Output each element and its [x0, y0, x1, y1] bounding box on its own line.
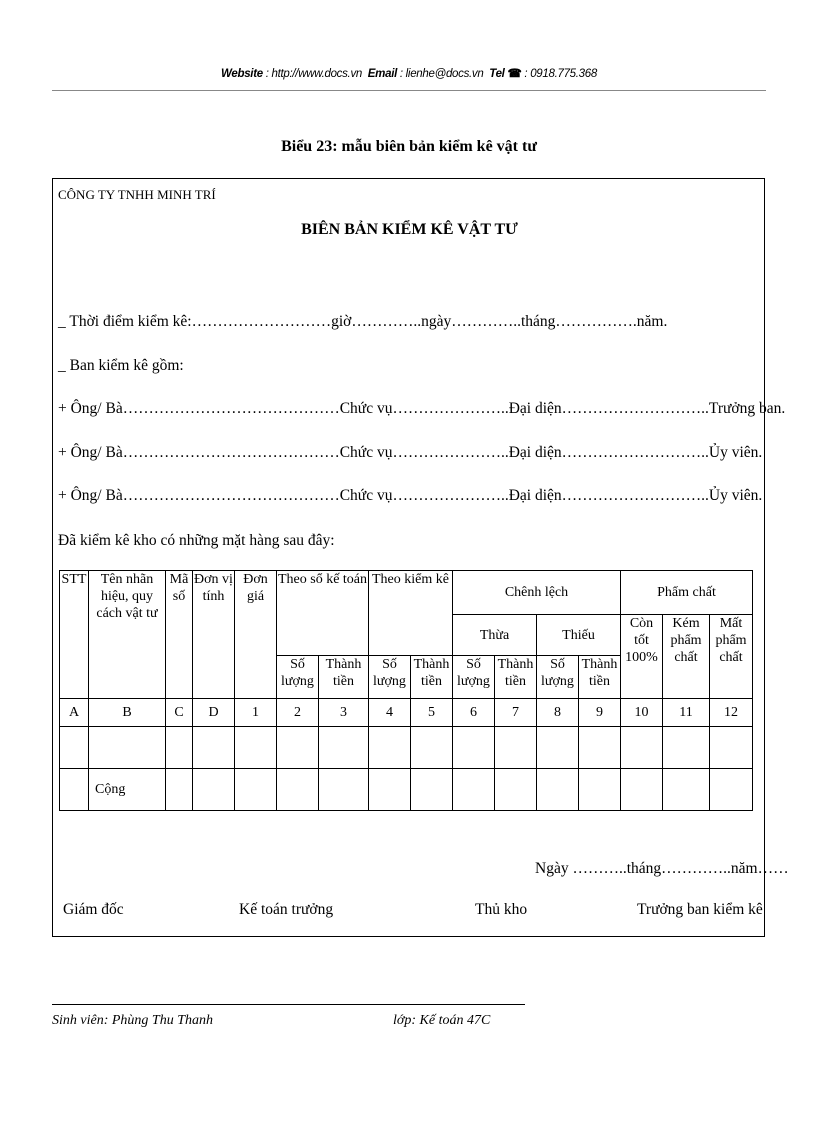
inventory-form	[52, 178, 789, 937]
header-amount: Thành tiền	[319, 656, 369, 699]
empty-row	[60, 727, 753, 769]
header-stt: STT	[60, 571, 89, 699]
index-cell: 12	[710, 699, 753, 727]
member-line: + Ông/ Bà……………………………………Chức vụ…………………..Đại diện………………………..Ủy viên.	[58, 487, 763, 504]
website-label: Website	[221, 68, 263, 80]
tel-value: : 0918.775.368	[524, 68, 597, 80]
index-cell: D	[193, 699, 235, 727]
tel-label: Tel	[489, 68, 505, 80]
index-cell: 11	[663, 699, 710, 727]
header-unit: Đơn vị tính	[193, 571, 235, 699]
signature-storekeeper: Thủ kho	[475, 901, 528, 918]
header-amount: Thành tiền	[579, 656, 621, 699]
header-quantity: Số lượng	[369, 656, 411, 699]
index-cell: 4	[369, 699, 411, 727]
student-name: Sinh viên: Phùng Thu Thanh	[52, 1013, 213, 1028]
header-amount: Thành tiền	[495, 656, 537, 699]
header-difference: Chênh lệch	[453, 571, 621, 615]
header-unit-price: Đơn giá	[235, 571, 277, 699]
header-lost-quality: Mất phẩm chất	[710, 615, 753, 699]
date-line: Ngày ………..tháng…………..năm……	[535, 860, 789, 877]
signature-chief-accountant: Kế toán trưởng	[239, 901, 334, 918]
member-line: + Ông/ Bà……………………………………Chức vụ…………………..Đại diện………………………..Trưởng ban.	[58, 400, 786, 417]
signature-committee-head: Trưởng ban kiểm kê	[637, 901, 763, 918]
index-row	[60, 699, 753, 727]
phone-icon: ☎	[507, 68, 522, 80]
header-code: Mã số	[166, 571, 193, 699]
index-cell: 6	[453, 699, 495, 727]
header-item-name: Tên nhãn hiệu, quy cách vật tư	[89, 571, 166, 699]
index-cell: 7	[495, 699, 537, 727]
header-surplus: Thừa	[453, 615, 537, 656]
index-cell: 10	[621, 699, 663, 727]
total-label: Cộng	[89, 769, 166, 811]
figure-caption: Biểu 23: mẫu biên bản kiểm kê vật tư	[281, 138, 537, 155]
header-divider	[52, 90, 766, 91]
website-value: : http://www.docs.vn	[265, 68, 362, 80]
index-cell: 2	[277, 699, 319, 727]
header-per-count: Theo kiểm kê	[369, 571, 453, 656]
member-line: + Ông/ Bà……………………………………Chức vụ…………………..Đại diện………………………..Ủy viên.	[58, 444, 763, 461]
index-cell: B	[89, 699, 166, 727]
index-cell: A	[60, 699, 89, 727]
page-header	[52, 66, 766, 80]
email-label: Email	[367, 68, 397, 80]
header-poor-quality: Kém phẩm chất	[663, 615, 710, 699]
committee-line: _ Ban kiểm kê gồm:	[58, 357, 184, 374]
header-good: Còn tốt 100%	[621, 615, 663, 699]
header-quantity: Số lượng	[453, 656, 495, 699]
email-value: : lienhe@docs.vn	[399, 68, 484, 80]
student-class: lớp: Kế toán 47C	[393, 1013, 491, 1028]
header-amount: Thành tiền	[411, 656, 453, 699]
document-title: BIÊN BẢN KIỂM KÊ VẬT TƯ	[301, 221, 518, 238]
index-cell: 1	[235, 699, 277, 727]
header-per-books: Theo sổ kế toán	[277, 571, 369, 656]
total-row	[60, 769, 753, 811]
inventory-time-line: _ Thời điểm kiểm kê:………………………giờ…………..ngày…………..tháng…………….năm.	[58, 313, 668, 330]
header-quantity: Số lượng	[277, 656, 319, 699]
inventory-table	[59, 570, 753, 811]
header-quality: Phẩm chất	[621, 571, 753, 615]
index-cell: 5	[411, 699, 453, 727]
intro-line: Đã kiểm kê kho có những mặt hàng sau đây:	[58, 532, 335, 549]
index-cell: C	[166, 699, 193, 727]
company-name: CÔNG TY TNHH MINH TRÍ	[58, 187, 216, 202]
footer-divider	[52, 1004, 525, 1005]
header-quantity: Số lượng	[537, 656, 579, 699]
index-cell: 9	[579, 699, 621, 727]
index-cell: 3	[319, 699, 369, 727]
header-shortage: Thiếu	[537, 615, 621, 656]
index-cell: 8	[537, 699, 579, 727]
signature-director: Giám đốc	[63, 901, 124, 918]
